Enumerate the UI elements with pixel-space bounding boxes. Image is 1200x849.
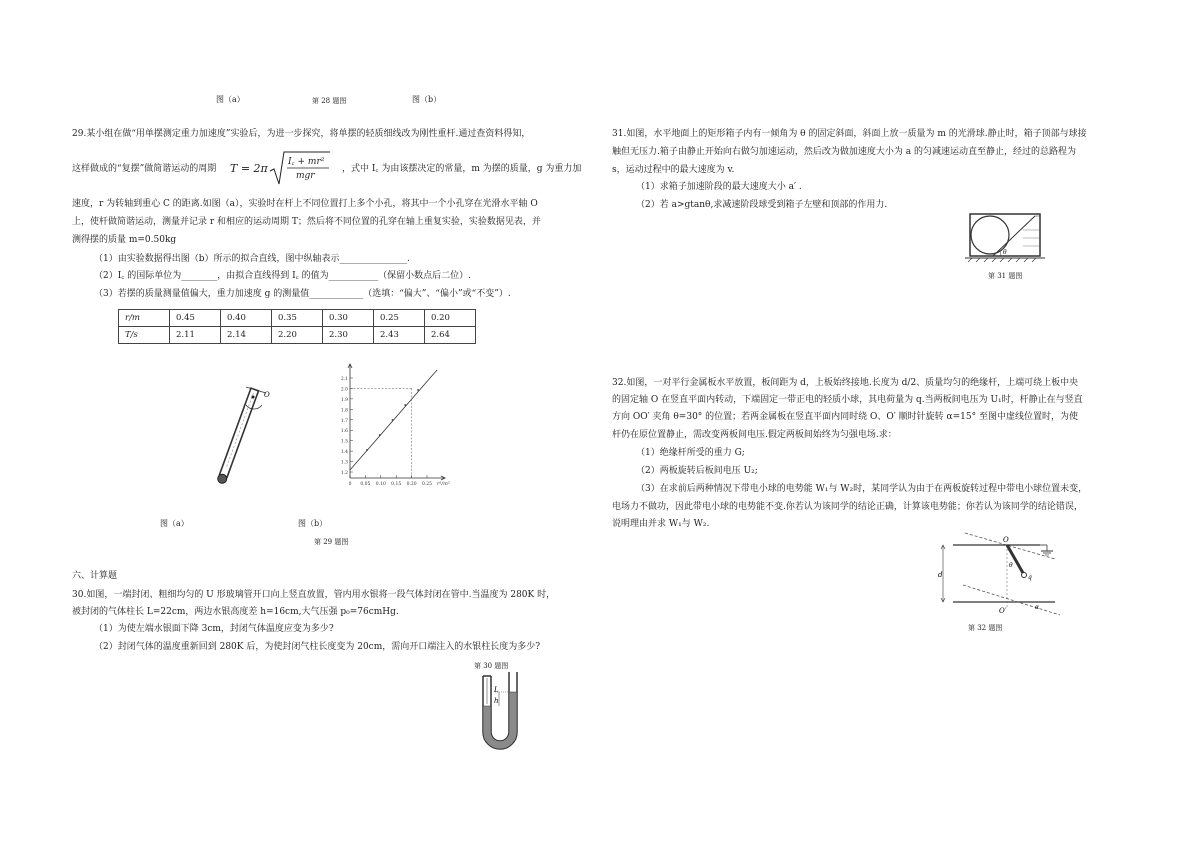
- q30-item1: （1）为使左端水银面下降 3cm，封闭气体温度应变为多少?: [94, 624, 334, 634]
- y-tick-label: 1.4: [340, 450, 348, 456]
- period-formula: [230, 151, 340, 187]
- q32-line4: 杆仍在原位置静止，需改变两板间电压.假定两板间始终为匀强电场.求：: [612, 430, 897, 440]
- fit-line: [350, 370, 437, 470]
- fig30-caption: 第 30 题图: [474, 662, 509, 670]
- label-d: d: [938, 571, 943, 579]
- fig29-a-caption: 图（a）: [160, 519, 189, 528]
- y-tick-label: 1.8: [340, 408, 348, 414]
- data-point: [392, 419, 394, 421]
- theta-label: θ: [1003, 249, 1007, 256]
- q32-item2: （2）两板旋转后板间电压 U₂;: [636, 466, 758, 476]
- q31-line2: 触但无压力.箱子由静止开始向右做匀加速运动，然后改为做加速度大小为 a 的匀减速运动直至静止，经过的总路程为: [612, 147, 1076, 157]
- y-tick-label: 1.9: [340, 397, 348, 403]
- data-point: [404, 404, 406, 406]
- data-table: [118, 309, 476, 344]
- table-cell: 2.11: [170, 327, 221, 344]
- q29-line1: 29.某小组在做“用单摆测定重力加速度”实验后，为进一步探究，将单摆的轻质细线改为刚性重杆.通过查资料得知，: [72, 129, 531, 139]
- q29-item3: （3）若摆的质量测量值偏大，重力加速度 g 的测量值____________（选填：“偏大”、“偏小”或“不变”）.: [94, 289, 511, 299]
- y-tick-label: 2.0: [340, 387, 348, 393]
- x-tick-label: 0.15: [391, 482, 402, 487]
- q30-item2: （2）封闭气体的温度重新回到 280K 后，为使封闭气柱长度变为 20cm，需向开口端注入的水银柱长度为多少?: [94, 642, 541, 652]
- table-cell: 2.14: [221, 327, 272, 344]
- q29-line2-post: ，式中 I꜀ 为由该摆决定的常量，m 为摆的质量，g 为重力加: [342, 164, 582, 174]
- table-cell: 0.40: [221, 310, 272, 327]
- table-cell: 2.64: [425, 327, 476, 344]
- table-cell: 2.20: [272, 327, 323, 344]
- label-O: O: [1003, 536, 1009, 544]
- q31-line1: 31.如图，水平地面上的矩形箱子内有一倾角为 θ 的固定斜面，斜面上放一质量为 m 的光滑球.静止时，箱子顶部与球接: [612, 129, 1087, 139]
- table-cell: 2.43: [374, 327, 425, 344]
- q29-line2-pre: 这样做成的“复摆”做简谐运动的周期: [72, 164, 217, 174]
- label-O-prime: O′: [999, 607, 1007, 615]
- fig32-caption: 第 32 题图: [968, 624, 1003, 632]
- table-cell: 0.25: [374, 310, 425, 327]
- formula-denominator: mgr: [296, 171, 315, 181]
- fig31-caption: 第 31 题图: [988, 272, 1023, 280]
- fig28-caption: 第 28 题图: [312, 97, 347, 105]
- x-tick-label: 0.10: [375, 482, 386, 487]
- section-calc-title: 六、计算题: [72, 571, 118, 581]
- label-L: L: [494, 686, 499, 694]
- label-q: q: [1028, 574, 1032, 581]
- table-cell: 0.45: [170, 310, 221, 327]
- q30-line1: 30.如图，一端封闭、粗细均匀的 U 形玻璃管开口向上竖直放置，管内用水银将一段气体封闭在管中.当温度为 280K 时，: [72, 590, 556, 600]
- label-h: h: [494, 697, 499, 705]
- y-tick-label: 1.6: [340, 429, 348, 435]
- x-unit-label: r²/m²: [437, 481, 450, 487]
- fig28-a-caption: 图（a）: [216, 95, 245, 104]
- y-tick-label: 1.2: [340, 471, 348, 476]
- q32-line1: 32.如图，一对平行金属板水平放置，板间距为 d，上板始终接地.长度为 d/2、质量均匀的绝缘杆，上端可绕上板中央: [612, 378, 1079, 388]
- formula-left: T = 2π: [230, 162, 268, 175]
- q32-item3-line2: 电场力不做功，因此带电小球的电势能不变.你若认为该同学的结论正确，计算该电势能；你若认为该同学的结论错误，: [612, 502, 1083, 512]
- u-tube-figure: [475, 672, 525, 760]
- compound-pendulum-figure: [222, 383, 282, 493]
- q29-item1: （1）由实验数据得出图（b）所示的拟合直线，图中纵轴表示_______________.: [94, 254, 410, 264]
- q29-item2: （2）I꜀ 的国际单位为________，由拟合直线得到 I꜀ 的值为___________（保留小数点后二位）.: [94, 271, 472, 281]
- data-point: [366, 449, 368, 451]
- fig29-b-caption: 图（b）: [298, 519, 328, 528]
- data-point: [379, 434, 381, 436]
- label-theta: θ: [1009, 562, 1013, 569]
- q31-item2: （2）若 a>gtanθ,求减速阶段球受到箱子左壁和顶部的作用力.: [636, 200, 888, 210]
- y-tick-label: 1.5: [340, 439, 348, 445]
- q29-line5: 测得摆的质量 m=0.50kg: [72, 235, 177, 245]
- q30-line2: 被封闭的气体柱长 L=22cm，两边水银高度差 h=16cm,大气压强 p₀=76cmHg.: [72, 607, 399, 617]
- q29-line3: 速度，r 为转轴到重心 C 的距离.如图（a），实验时在杆上不同位置打上多个小孔，将其中一个小孔穿在光滑水平轴 O: [72, 199, 538, 209]
- formula-numerator: I꜀ + mr²: [288, 157, 325, 167]
- table-cell: 2.30: [323, 327, 374, 344]
- x-tick-label: 0.20: [406, 482, 417, 487]
- q32-line3: 方向 OO′ 夹角 θ=30° 的位置；若两金属板在竖直平面内同时绕 O、O′ 顺时针旋转 α=15° 至图中虚线位置时，为使: [612, 412, 1078, 422]
- table-cell: 0.35: [272, 310, 323, 327]
- x-tick-label: 0.05: [360, 482, 371, 487]
- x-tick-label: 0: [348, 482, 352, 487]
- fig29-caption: 第 29 题图: [314, 538, 349, 546]
- q32-item3-line1: （3）在求前后两种情况下带电小球的电势能 W₁与 W₂时，某同学认为由于在两板旋转过程中带电小球位置未变，: [636, 484, 1088, 494]
- table-cell: r/m: [119, 310, 170, 327]
- q29-line4: 上，使杆做简谐运动，测量并记录 r 和相应的运动周期 T；然后将不同位置的孔穿在轴上重复实验，实验数据见表，并: [72, 217, 541, 227]
- pivot-o-label: O: [264, 391, 270, 399]
- table-row: [119, 310, 476, 327]
- y-tick-label: 1.3: [340, 460, 348, 466]
- data-point: [417, 389, 419, 391]
- y-tick-label: 1.7: [340, 418, 348, 424]
- q31-line3: s，运动过程中的最大速度为 v.: [612, 165, 735, 175]
- parallel-plates-figure: [935, 535, 1065, 625]
- label-alpha: α: [1035, 604, 1040, 611]
- table-row: [119, 327, 476, 344]
- fit-line-graph: [335, 360, 465, 495]
- table-cell: 0.20: [425, 310, 476, 327]
- y-tick-label: 2.1: [340, 377, 348, 382]
- q32-item3-line3: 说明理由并求 W₁与 W₂.: [612, 519, 710, 529]
- q32-line2: 的固定轴 O 在竖直平面内转动，下端固定一带正电的轻质小球，其电荷量为 q.当两板间电压为 U₁时，杆静止在与竖直: [612, 395, 1083, 405]
- box-incline-figure: [965, 212, 1045, 267]
- q31-item1: （1）求箱子加速阶段的最大速度大小 a′ .: [636, 182, 802, 192]
- q32-item1: （1）绝缘杆所受的重力 G;: [636, 448, 745, 458]
- fig28-b-caption: 图（b）: [412, 95, 442, 104]
- table-cell: 0.30: [323, 310, 374, 327]
- table-cell: T/s: [119, 327, 170, 344]
- x-tick-label: 0.25: [421, 482, 433, 487]
